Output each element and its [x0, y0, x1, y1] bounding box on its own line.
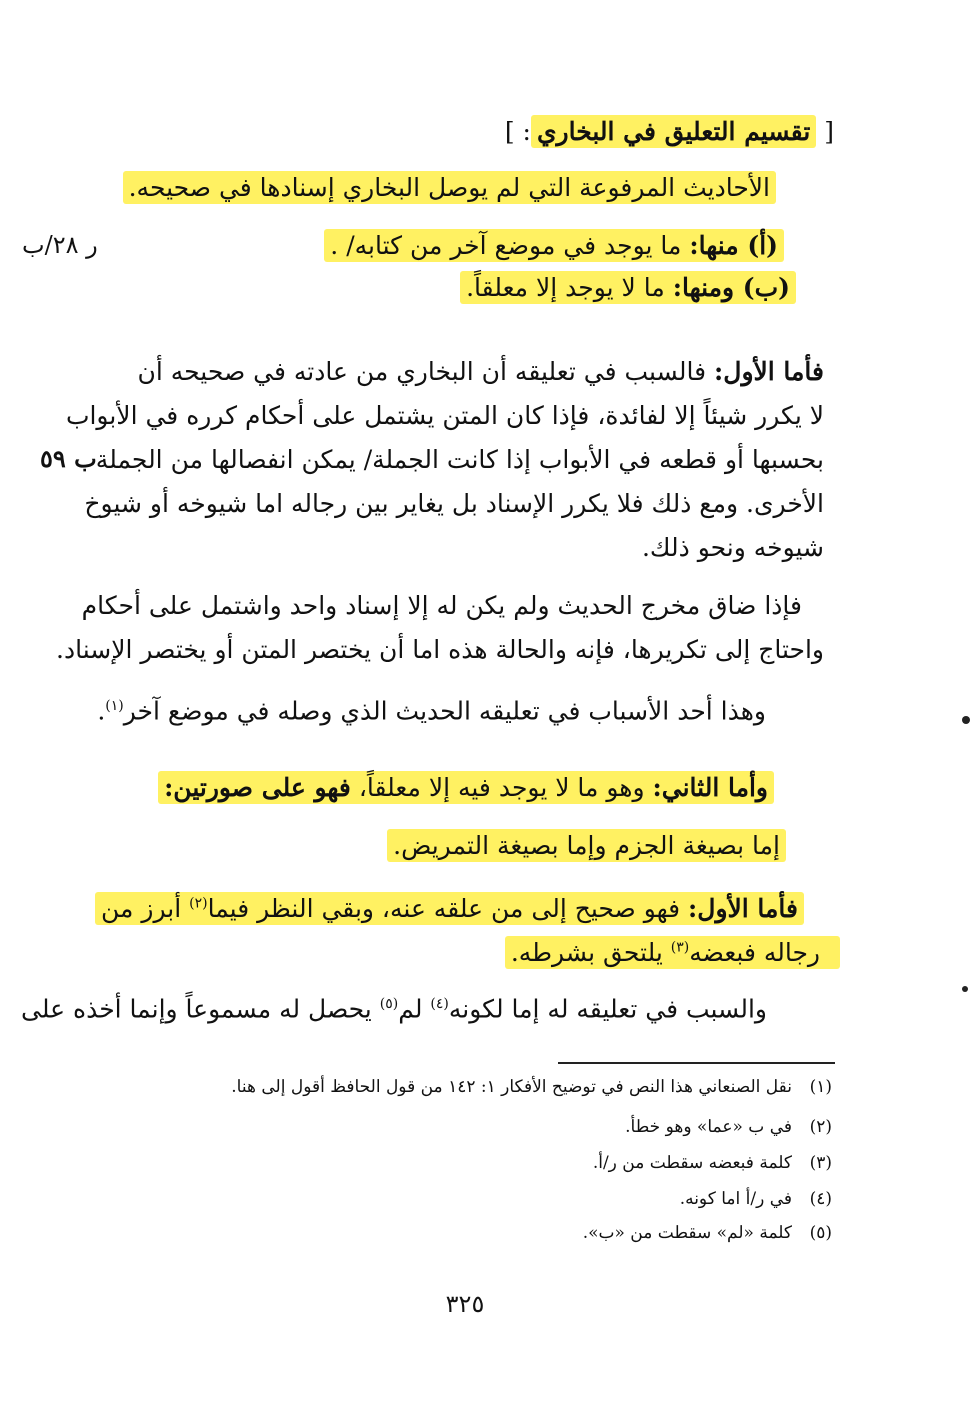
para3-line — [97, 686, 766, 731]
para4-bold: فهو على صورتين: — [164, 773, 351, 802]
para1-line1 — [138, 352, 825, 392]
footnote-5 — [583, 1218, 832, 1248]
section-heading — [505, 112, 834, 152]
item-b-text: ما لا يوجد إلا معلقاً. — [466, 273, 665, 302]
intro-text: الأحاديث المرفوعة التي لم يوصل البخاري إسنادها في صحيحه. — [123, 171, 776, 204]
para7-text-b: لم — [398, 994, 423, 1024]
para4-text: وهو ما لا يوجد فيه إلا معلقاً، — [358, 773, 645, 802]
page-number: ٣٢٥ — [445, 1290, 485, 1318]
footnote-4 — [680, 1184, 832, 1214]
item-a-text: ما يوجد في موضع آخر من كتابه/ . — [330, 231, 682, 260]
item-b — [460, 268, 796, 308]
para6-text-1b: أبرز من — [101, 894, 182, 924]
para2-line1: فإذا ضاق مخرج الحديث ولم يكن له إلا إسناد واحد واشتمل على أحكام — [81, 591, 802, 620]
footnote-2-num: (٢) — [809, 1117, 832, 1137]
para6-line1 — [95, 884, 804, 929]
note-ref-2: (٢) — [189, 896, 208, 912]
para6-text-2b: يلتحق بشرطه. — [510, 938, 663, 968]
para7-line — [21, 984, 767, 1029]
footnote-2-text: في ب «عما» وهو خطأ. — [625, 1117, 792, 1137]
item-b-label: (ب) ومنها: — [672, 273, 790, 302]
footnote-1 — [231, 1072, 832, 1102]
item-a-label: (أ) منها: — [689, 231, 778, 260]
para5-text: إما بصيغة الجزم وإما بصيغة التمريض. — [387, 829, 786, 862]
footnote-2 — [625, 1112, 832, 1142]
para6-lead: فأما الأول: — [688, 894, 798, 924]
para6-text-2a: رجاله فبعضه — [689, 938, 820, 968]
para1-line2: لا يكرر شيئاً إلا لفائدة، فإذا كان المتن يشتمل على أحكام كرره في الأبواب — [65, 401, 824, 430]
para7-text-a: والسبب في تعليقه له إما لكونه — [448, 994, 767, 1024]
margin-ref-2: ب ٥٩ — [40, 444, 97, 473]
note-ref-5: (٥) — [379, 996, 399, 1012]
para6-line2 — [505, 928, 840, 973]
para3-end: . — [97, 696, 106, 726]
footnote-rule — [558, 1062, 835, 1064]
para1-line5: شيوخه ونحو ذلك. — [641, 533, 824, 562]
intro-line — [123, 168, 776, 208]
para4-line — [158, 768, 774, 808]
para6-text-1a: فهو صحيح إلى من علقه عنه، وبقي النظر فيما — [207, 894, 681, 924]
note-ref-3: (٣) — [670, 940, 690, 956]
para1-lead: فأما الأول: — [714, 357, 824, 386]
scan-speck — [962, 716, 970, 724]
para7-text-c: يحصل له مسموعاً وإنما أخذه على — [21, 994, 372, 1024]
footnote-3 — [593, 1148, 832, 1178]
footnote-5-text: كلمة «لم» سقطت من «ب». — [582, 1223, 792, 1243]
bracket-close: : ] — [504, 117, 531, 146]
bracket-open: [ — [824, 117, 834, 146]
footnote-4-text: في ر/أ اما كونه. — [679, 1189, 792, 1209]
footnote-4-num: (٤) — [809, 1189, 832, 1209]
footnote-1-num: (١) — [809, 1077, 832, 1097]
footnote-5-num: (٥) — [809, 1223, 832, 1243]
footnote-3-text: كلمة فبعضه سقطت من ر/أ. — [592, 1153, 792, 1173]
heading-text: تقسيم التعليق في البخاري — [536, 117, 811, 146]
para1-line3: بحسبها أو قطعه في الأبواب إذا كانت الجملة/ يمكن انفصالها من الجملة — [95, 445, 824, 474]
footnote-3-num: (٣) — [809, 1153, 832, 1173]
para3-text: وهذا أحد الأسباب في تعليقه الحديث الذي وصله في موضع آخر — [123, 696, 766, 726]
item-a — [324, 226, 784, 266]
para4-lead: وأما الثاني: — [652, 773, 768, 802]
footnote-1-text: نقل الصنعاني هذا النص في توضيح الأفكار ١: ١٤٢ من قول الحافظ أقول إلى هنا. — [231, 1077, 792, 1097]
para5-line — [387, 826, 786, 866]
para2-line2: واحتاج إلى تكريرها، فإنه والحالة هذه اما أن يختصر المتن أو يختصر الإسناد. — [56, 635, 824, 664]
scan-speck — [962, 986, 968, 992]
para1-line4: الأخرى. ومع ذلك فلا يكرر الإسناد بل يغاير بين رجاله اما شيوخه أو شيوخ — [84, 489, 824, 518]
para1-text-1: فالسبب في تعليقه أن البخاري من عادته في صحيحه أن — [137, 357, 707, 386]
margin-ref-1: ر ٢٨/ب — [22, 231, 98, 259]
note-ref-4: (٤) — [430, 996, 449, 1012]
note-ref-1: (١) — [105, 698, 124, 714]
